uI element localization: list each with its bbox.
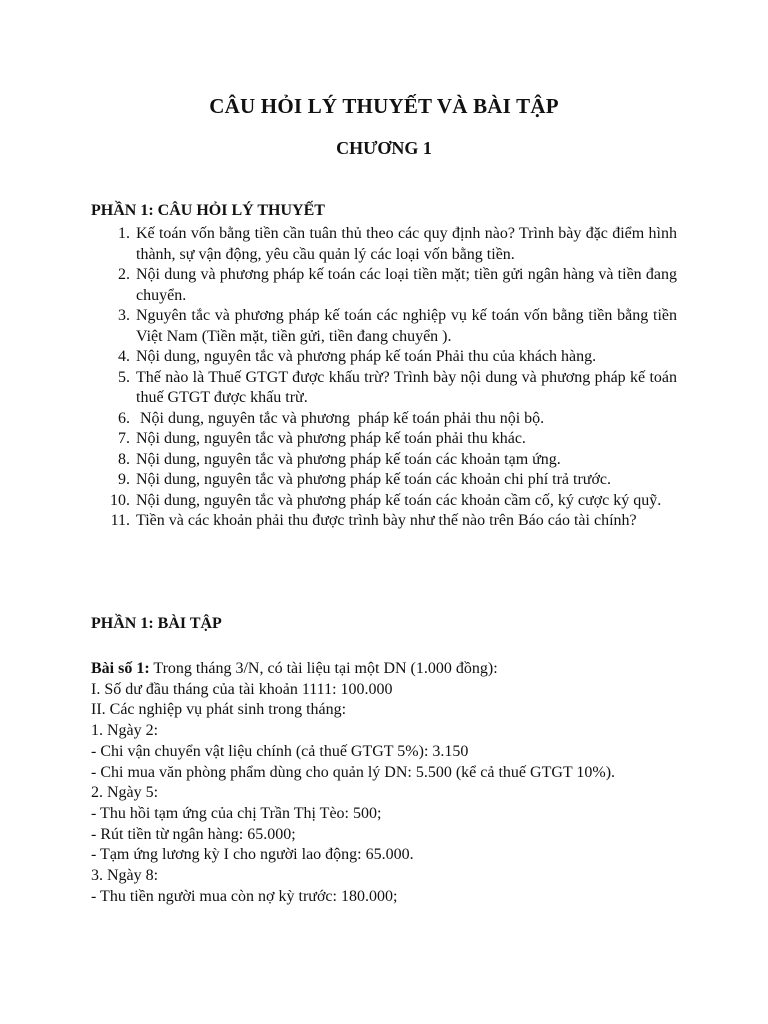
question-text: Nội dung, nguyên tắc và phương pháp kế toán các khoản tạm ứng. bbox=[136, 450, 561, 468]
exercise-line: II. Các nghiệp vụ phát sinh trong tháng: bbox=[91, 701, 347, 719]
question-text: Nội dung, nguyên tắc và phương pháp kế toán Phải thu của khách hàng. bbox=[136, 348, 597, 365]
question-number: 7. bbox=[118, 430, 130, 447]
question-item bbox=[91, 511, 677, 532]
question-item bbox=[91, 347, 677, 368]
exercise-line: - Chi mua văn phòng phẩm dùng cho quản lý DN: 5.500 (kể cả thuế GTGT 10%). bbox=[91, 763, 616, 781]
question-text: Thế nào là Thuế GTGT được khấu trừ? Trình bày nội dung và phương pháp kế toán thuế GTGT được khấu trừ. bbox=[136, 368, 677, 406]
question-text: Nội dung và phương pháp kế toán các loại tiền mặt; tiền gửi ngân hàng và tiền đang chuyển. bbox=[136, 266, 677, 304]
question-number: 3. bbox=[118, 307, 130, 324]
question-number: 6. bbox=[118, 409, 130, 427]
exercise-line: - Thu hồi tạm ứng của chị Trần Thị Tèo: 500; bbox=[91, 804, 382, 822]
question-item bbox=[91, 450, 677, 471]
question-item bbox=[91, 409, 677, 430]
exercise-line: - Rút tiền từ ngân hàng: 65.000; bbox=[91, 825, 296, 843]
question-number: 1. bbox=[118, 225, 130, 242]
question-item bbox=[91, 265, 677, 306]
question-text: Nội dung, nguyên tắc và phương pháp kế toán các khoản chi phí trả trước. bbox=[136, 471, 612, 488]
question-item bbox=[91, 470, 677, 491]
document-title: CÂU HỎI LÝ THUYẾT VÀ BÀI TẬP bbox=[209, 94, 559, 118]
question-item bbox=[91, 368, 677, 409]
question-number: 4. bbox=[118, 348, 130, 365]
question-number: 9. bbox=[118, 471, 130, 488]
exercise-line: 1. Ngày 2: bbox=[91, 722, 159, 740]
question-text: Nội dung, nguyên tắc và phương pháp kế toán phải thu khác. bbox=[136, 430, 526, 447]
exercise-1 bbox=[91, 659, 691, 907]
exercise-line: - Thu tiền người mua còn nợ kỳ trước: 180.000; bbox=[91, 887, 398, 905]
question-number: 5. bbox=[118, 368, 130, 386]
question-number: 8. bbox=[118, 450, 130, 468]
exercise-line: I. Số dư đầu tháng của tài khoản 1111: 100.000 bbox=[91, 680, 393, 698]
question-item bbox=[91, 306, 677, 347]
question-text: Kế toán vốn bằng tiền cần tuân thủ theo các quy định nào? Trình bày đặc điểm hình thành, sự vận động, yêu cầu quản lý các loại vốn bằng tiền. bbox=[136, 225, 677, 263]
exercise-section-heading: PHẦN 1: BÀI TẬP bbox=[91, 615, 222, 632]
theory-section-heading: PHẦN 1: CÂU HỎI LÝ THUYẾT bbox=[91, 202, 325, 219]
chapter-title: CHƯƠNG 1 bbox=[336, 138, 432, 158]
question-item bbox=[91, 491, 677, 512]
question-text: Nội dung, nguyên tắc và phương pháp kế toán phải thu nội bộ. bbox=[136, 409, 545, 427]
question-item bbox=[91, 429, 677, 450]
exercise-intro-line bbox=[91, 659, 691, 680]
question-item bbox=[91, 224, 677, 265]
exercise-line: - Chi vận chuyển vật liệu chính (cả thuế GTGT 5%): 3.150 bbox=[91, 742, 469, 760]
question-text: Nội dung, nguyên tắc và phương pháp kế toán các khoản cầm cố, ký cược ký quỹ. bbox=[136, 491, 662, 509]
theory-question-list bbox=[91, 224, 677, 532]
exercise-line: 3. Ngày 8: bbox=[91, 867, 159, 885]
exercise-label: Bài số 1: bbox=[91, 660, 150, 677]
exercise-line: - Tạm ứng lương kỳ I cho người lao động: 65.000. bbox=[91, 846, 414, 864]
question-number: 2. bbox=[118, 266, 130, 283]
question-number: 11. bbox=[110, 512, 130, 529]
question-text: Tiền và các khoản phải thu được trình bày như thế nào trên Báo cáo tài chính? bbox=[136, 512, 637, 529]
question-number: 10. bbox=[110, 491, 130, 509]
exercise-intro: Trong tháng 3/N, có tài liệu tại một DN (1.000 đồng): bbox=[149, 660, 498, 677]
question-text: Nguyên tắc và phương pháp kế toán các nghiệp vụ kế toán vốn bằng tiền bằng tiền Việt Nam (Tiền mặt, tiền gửi, tiền đang chuyển ). bbox=[136, 307, 677, 345]
exercise-line: 2. Ngày 5: bbox=[91, 784, 159, 802]
